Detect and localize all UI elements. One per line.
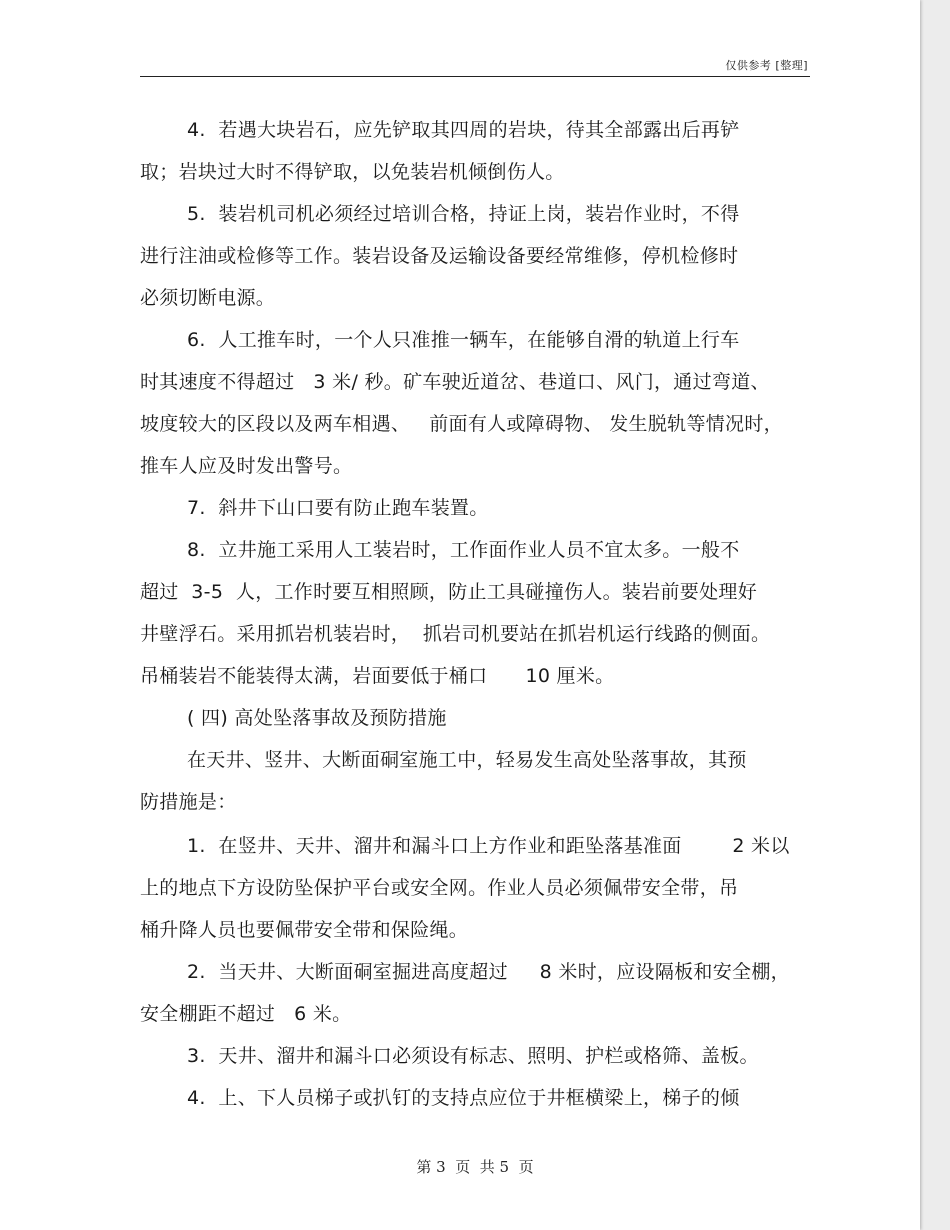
paragraph-line: 吊桶装岩不能装得太满，岩面要低于桶口 10 厘米。 [140,665,615,687]
page-footer: 第 3 页 共 5 页 [416,1158,534,1176]
paragraph-line: 时其速度不得超过 3 米/ 秒。矿车驶近道岔、巷道口、风门，通过弯道、 [140,371,770,393]
paragraph-line: 桶升降人员也要佩带安全带和保险绳。 [140,919,469,941]
paragraph-line: 3. 天井、溜井和漏斗口必须设有标志、照明、护栏或格筛、盖板。 [187,1045,759,1067]
section-heading: ( 四) 高处坠落事故及预防措施 [187,707,447,729]
paragraph-line: 防措施是： [140,791,237,813]
paragraph-line: 坡度较大的区段以及两车相遇、 前面有人或障碍物、 发生脱轨等情况时， [140,413,783,435]
paragraph-line: 超过 3-5 人，工作时要互相照顾，防止工具碰撞伤人。装岩前要处理好 [140,581,757,603]
paragraph-line: 6. 人工推车时，一个人只准推一辆车，在能够自滑的轨道上行车 [187,329,740,351]
paragraph-line: 5. 装岩机司机必须经过培训合格，持证上岗，装岩作业时，不得 [187,203,740,225]
paragraph-line: 进行注油或检修等工作。装岩设备及运输设备要经常维修，停机检修时 [140,245,739,267]
paragraph-line: 必须切断电源。 [140,287,276,309]
paragraph-line: 4. 若遇大块岩石，应先铲取其四周的岩块，待其全部露出后再铲 [187,119,740,141]
paragraph-line: 在天井、竖井、大断面硐室施工中，轻易发生高处坠落事故，其预 [187,749,747,771]
paragraph-line: 井壁浮石。采用抓岩机装岩时， 抓岩司机要站在抓岩机运行线路的侧面。 [140,623,771,645]
paragraph-line: 1. 在竖井、天井、溜井和漏斗口上方作业和距坠落基准面 2 米以 [187,835,790,857]
paragraph-line: 4. 上、下人员梯子或扒钉的支持点应位于井框横梁上，梯子的倾 [187,1087,740,1109]
paragraph-line: 2. 当天井、大断面硐室掘进高度超过 8 米时，应设隔板和安全棚， [187,961,790,983]
header-note: 仅供参考 [整理] [725,59,808,72]
paragraph-line: 8. 立井施工采用人工装岩时，工作面作业人员不宜太多。一般不 [187,539,740,561]
paragraph-line: 取；岩块过大时不得铲取，以免装岩机倾倒伤人。 [140,161,565,183]
paragraph-line: 上的地点下方设防坠保护平台或安全网。作业人员必须佩带安全带，吊 [140,877,739,899]
paragraph-line: 推车人应及时发出警号。 [140,455,353,477]
paragraph-line: 安全棚距不超过 6 米。 [140,1003,352,1025]
paragraph-line: 7. 斜井下山口要有防止跑车装置。 [187,497,489,519]
page-header [140,56,810,77]
